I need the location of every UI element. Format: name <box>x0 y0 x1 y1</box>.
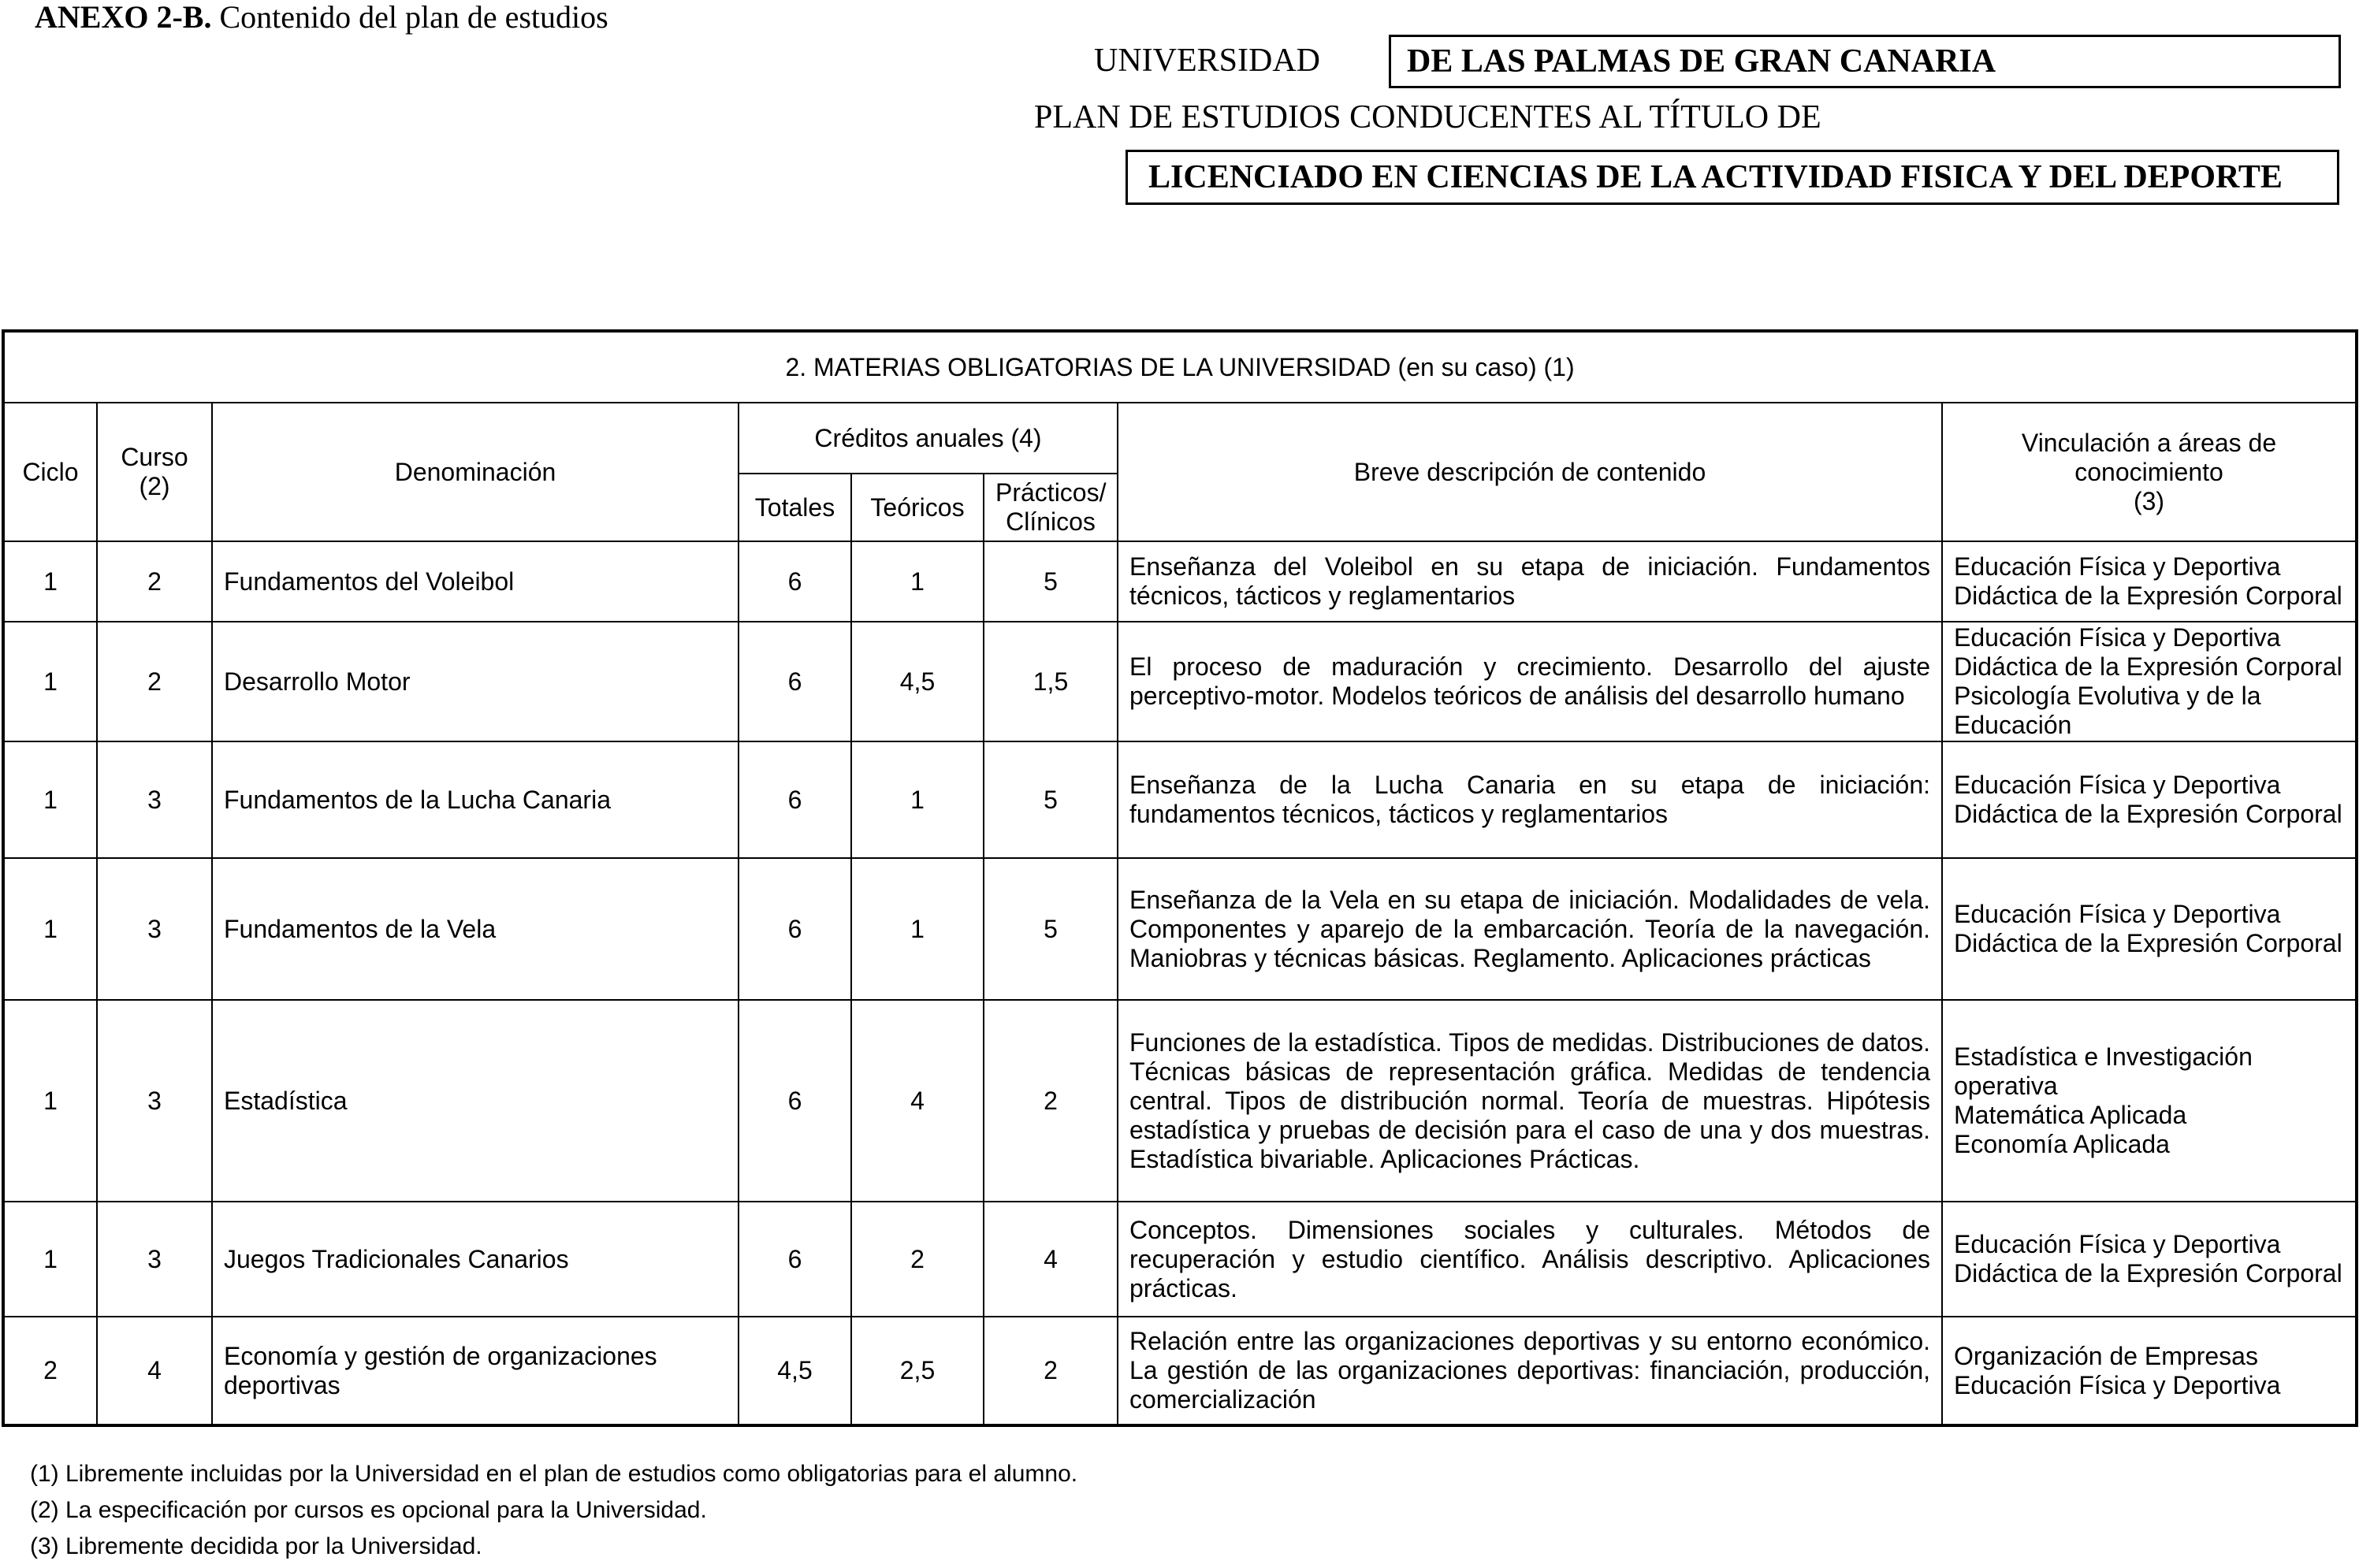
university-label: UNIVERSIDAD <box>1094 43 1320 79</box>
table-row <box>3 1202 2357 1317</box>
cell-descripcion: Relación entre las organizaciones deportivas y su entorno económico. La gestión de las organizaciones deportivas: financiación, producción, comercialización <box>1118 1317 1942 1425</box>
header-vinculacion <box>1942 403 2357 541</box>
cell-practicos: 4 <box>984 1202 1118 1317</box>
cell-denominacion: Fundamentos del Voleibol <box>212 541 739 622</box>
cell-curso: 2 <box>97 622 212 741</box>
cell-curso: 3 <box>97 858 212 1000</box>
area-item: Educación Física y Deportiva <box>1954 1370 2281 1399</box>
area-item: operativa <box>1954 1072 2058 1100</box>
cell-areas <box>1942 622 2357 741</box>
header-curso-label: Curso <box>121 443 188 471</box>
cell-denominacion: Fundamentos de la Lucha Canaria <box>212 741 739 858</box>
area-item: Educación <box>1954 711 2072 739</box>
cell-practicos: 5 <box>984 741 1118 858</box>
cell-areas <box>1942 741 2357 858</box>
cell-descripcion: Conceptos. Dimensiones sociales y culturales. Métodos de recuperación y estudio científico. Análisis descriptivo. Aplicaciones prácticas. <box>1118 1202 1942 1317</box>
table-row <box>3 741 2357 858</box>
cell-teoricos: 1 <box>851 541 984 622</box>
cell-denominacion: Juegos Tradicionales Canarios <box>212 1202 739 1317</box>
header-practicos <box>984 474 1118 541</box>
area-item: Didáctica de la Expresión Corporal <box>1954 581 2342 610</box>
cell-curso: 3 <box>97 1000 212 1202</box>
header-clinicos-label: Clínicos <box>1006 507 1096 536</box>
header-creditos: Créditos anuales (4) <box>739 403 1118 474</box>
area-item: Psicología Evolutiva y de la <box>1954 682 2261 710</box>
cell-teoricos: 2 <box>851 1202 984 1317</box>
area-item: Educación Física y Deportiva <box>1954 900 2281 928</box>
cell-totales: 4,5 <box>739 1317 851 1425</box>
cell-descripcion: Enseñanza de la Lucha Canaria en su etapa de iniciación: fundamentos técnicos, tácticos y reglamentarios <box>1118 741 1942 858</box>
header-descripcion: Breve descripción de contenido <box>1118 403 1942 541</box>
cell-totales: 6 <box>739 622 851 741</box>
table-caption: 2. MATERIAS OBLIGATORIAS DE LA UNIVERSIDAD (en su caso) (1) <box>3 331 2357 403</box>
cell-areas <box>1942 1202 2357 1317</box>
area-item: Didáctica de la Expresión Corporal <box>1954 652 2342 681</box>
area-item: Organización de Empresas <box>1954 1341 2258 1370</box>
area-item: Didáctica de la Expresión Corporal <box>1954 1259 2342 1287</box>
cell-denominacion: Economía y gestión de organizaciones deportivas <box>212 1317 739 1425</box>
header-curso <box>97 403 212 541</box>
header-teoricos: Teóricos <box>851 474 984 541</box>
cell-totales: 6 <box>739 541 851 622</box>
header-practicos-label: Prácticos/ <box>995 478 1107 507</box>
cell-areas <box>1942 1000 2357 1202</box>
cell-ciclo: 1 <box>3 541 97 622</box>
cell-curso: 3 <box>97 741 212 858</box>
cell-curso: 4 <box>97 1317 212 1425</box>
table-row <box>3 1317 2357 1425</box>
area-item: Educación Física y Deportiva <box>1954 771 2281 799</box>
header-vinculacion-note: (3) <box>2133 486 2165 515</box>
plan-label: PLAN DE ESTUDIOS CONDUCENTES AL TÍTULO DE <box>1034 99 1821 136</box>
cell-denominacion: Desarrollo Motor <box>212 622 739 741</box>
annex-number: ANEXO 2-B. <box>35 0 212 35</box>
area-item: Didáctica de la Expresión Corporal <box>1954 800 2342 828</box>
annex-description: Contenido del plan de estudios <box>211 0 608 35</box>
cell-descripcion: El proceso de maduración y crecimiento. Desarrollo del ajuste perceptivo-motor. Modelos teóricos de análisis del desarrollo humano <box>1118 622 1942 741</box>
cell-teoricos: 1 <box>851 741 984 858</box>
cell-practicos: 2 <box>984 1000 1118 1202</box>
cell-teoricos: 4,5 <box>851 622 984 741</box>
footnotes <box>30 1456 1077 1565</box>
area-item: Educación Física y Deportiva <box>1954 552 2281 581</box>
cell-ciclo: 1 <box>3 858 97 1000</box>
header-ciclo: Ciclo <box>3 403 97 541</box>
header-vinculacion-label: Vinculación a áreas de conocimiento <box>2021 428 2277 486</box>
cell-practicos: 2 <box>984 1317 1118 1425</box>
cell-descripcion: Enseñanza de la Vela en su etapa de iniciación. Modalidades de vela. Componentes y aparejo de la embarcación. Teoría de la navegación. Maniobras y técnicas básicas. Reglamento. Aplicaciones prácticas <box>1118 858 1942 1000</box>
university-name-box: DE LAS PALMAS DE GRAN CANARIA <box>1389 35 2341 88</box>
cell-curso: 3 <box>97 1202 212 1317</box>
cell-areas <box>1942 541 2357 622</box>
area-item: Matemática Aplicada <box>1954 1101 2187 1129</box>
subjects-table <box>2 329 2358 1427</box>
cell-areas <box>1942 1317 2357 1425</box>
cell-teoricos: 2,5 <box>851 1317 984 1425</box>
cell-descripcion: Enseñanza del Voleibol en su etapa de iniciación. Fundamentos técnicos, tácticos y reglamentarios <box>1118 541 1942 622</box>
cell-denominacion: Estadística <box>212 1000 739 1202</box>
cell-curso: 2 <box>97 541 212 622</box>
area-item: Educación Física y Deportiva <box>1954 623 2281 652</box>
cell-ciclo: 1 <box>3 1000 97 1202</box>
table-row <box>3 858 2357 1000</box>
cell-descripcion: Funciones de la estadística. Tipos de medidas. Distribuciones de datos. Técnicas básicas de representación gráfica. Medidas de tendencia central. Tipos de distribución normal. Teoría de muestras. Hipótesis estadística y pruebas de decisión para el caso de una y dos muestras. Estadística bivariable. Aplicaciones Prácticas. <box>1118 1000 1942 1202</box>
footnote-1: (1) Libremente incluidas por la Universidad en el plan de estudios como obligatorias para el alumno. <box>30 1461 1078 1487</box>
cell-ciclo: 2 <box>3 1317 97 1425</box>
cell-teoricos: 1 <box>851 858 984 1000</box>
header-curso-note: (2) <box>139 472 170 500</box>
cell-totales: 6 <box>739 858 851 1000</box>
cell-ciclo: 1 <box>3 1202 97 1317</box>
footnote-3: (3) Libremente decidida por la Universidad. <box>30 1533 482 1559</box>
cell-ciclo: 1 <box>3 741 97 858</box>
cell-denominacion: Fundamentos de la Vela <box>212 858 739 1000</box>
cell-totales: 6 <box>739 1000 851 1202</box>
cell-practicos: 5 <box>984 541 1118 622</box>
header-denominacion: Denominación <box>212 403 739 541</box>
table-row <box>3 1000 2357 1202</box>
footnote-2: (2) La especificación por cursos es opcional para la Universidad. <box>30 1497 707 1523</box>
cell-totales: 6 <box>739 1202 851 1317</box>
area-item: Economía Aplicada <box>1954 1130 2170 1158</box>
cell-practicos: 1,5 <box>984 622 1118 741</box>
cell-practicos: 5 <box>984 858 1118 1000</box>
cell-areas <box>1942 858 2357 1000</box>
degree-title-box: LICENCIADO EN CIENCIAS DE LA ACTIVIDAD FISICA Y DEL DEPORTE <box>1126 150 2339 205</box>
table-row <box>3 622 2357 741</box>
cell-ciclo: 1 <box>3 622 97 741</box>
cell-totales: 6 <box>739 741 851 858</box>
cell-teoricos: 4 <box>851 1000 984 1202</box>
annex-heading <box>35 0 608 35</box>
table-row <box>3 541 2357 622</box>
area-item: Educación Física y Deportiva <box>1954 1230 2281 1258</box>
area-item: Didáctica de la Expresión Corporal <box>1954 929 2342 957</box>
header-totales: Totales <box>739 474 851 541</box>
area-item: Estadística e Investigación <box>1954 1042 2253 1071</box>
